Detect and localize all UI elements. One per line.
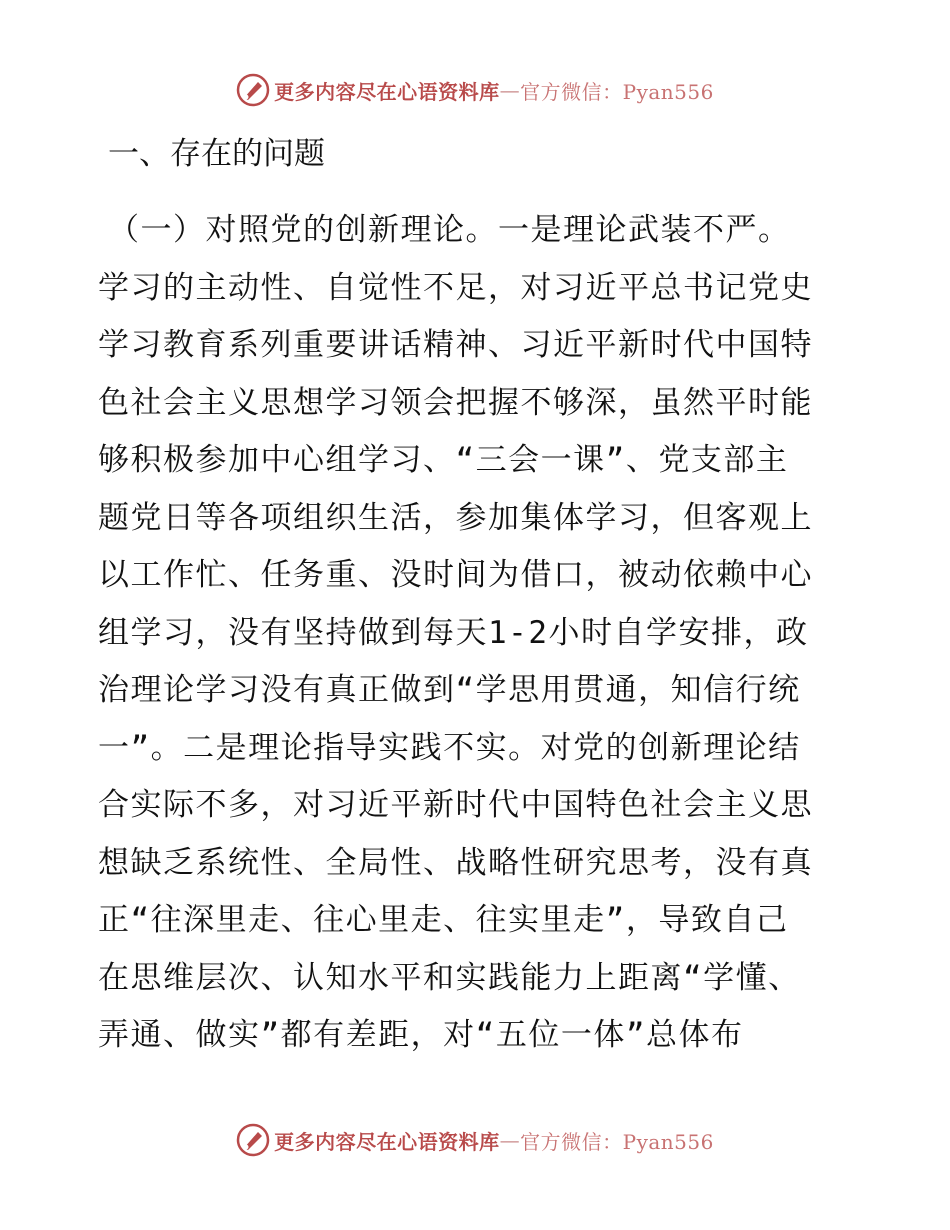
banner-dash: — — [499, 78, 521, 102]
body-line: 在思维层次、认知水平和实践能力上距离“学懂、 — [98, 960, 801, 996]
footer-banner — [0, 1120, 950, 1160]
banner-dash: — — [499, 1128, 521, 1152]
body-line: 学习教育系列重要讲话精神、习近平新时代中国特 — [98, 327, 813, 363]
pen-nib-icon — [236, 1123, 270, 1157]
body-line: 一”。二是理论指导实践不实。对党的创新理论结 — [98, 730, 801, 766]
body-line: 弄通、做实”都有差距，对“五位一体”总体布 — [98, 1017, 744, 1053]
banner-text: 更多内容尽在心语资料库 — [274, 1129, 500, 1154]
body-line: 正“往深里走、往心里走、往实里走”，导致自己 — [98, 902, 789, 938]
banner-text: 更多内容尽在心语资料库 — [274, 79, 500, 104]
banner-wechat: 官方微信：Pyan556 — [520, 79, 714, 104]
section-heading: 一、存在的问题 — [108, 136, 325, 172]
body-line: 组学习，没有坚持做到每天1-2小时自学安排，政 — [98, 615, 809, 651]
body-line: 色社会主义思想学习领会把握不够深，虽然平时能 — [98, 385, 813, 421]
body-line: 合实际不多，对习近平新时代中国特色社会主义思 — [98, 787, 813, 823]
body-line: 学习的主动性、自觉性不足，对习近平总书记党史 — [98, 270, 813, 306]
body-line: （一）对照党的创新理论。一是理论武装不严。 — [108, 212, 791, 248]
body-line: 够积极参加中心组学习、“三会一课”、党支部主 — [98, 442, 789, 478]
body-line: 题党日等各项组织生活，参加集体学习，但客观上 — [98, 500, 813, 536]
body-line: 想缺乏系统性、全局性、战略性研究思考，没有真 — [98, 845, 813, 881]
body-line: 治理论学习没有真正做到“学思用贯通，知信行统 — [98, 672, 801, 708]
pen-nib-icon — [236, 73, 270, 107]
header-banner — [0, 70, 950, 110]
body-line: 以工作忙、任务重、没时间为借口，被动依赖中心 — [98, 557, 813, 593]
banner-wechat: 官方微信：Pyan556 — [520, 1129, 714, 1154]
